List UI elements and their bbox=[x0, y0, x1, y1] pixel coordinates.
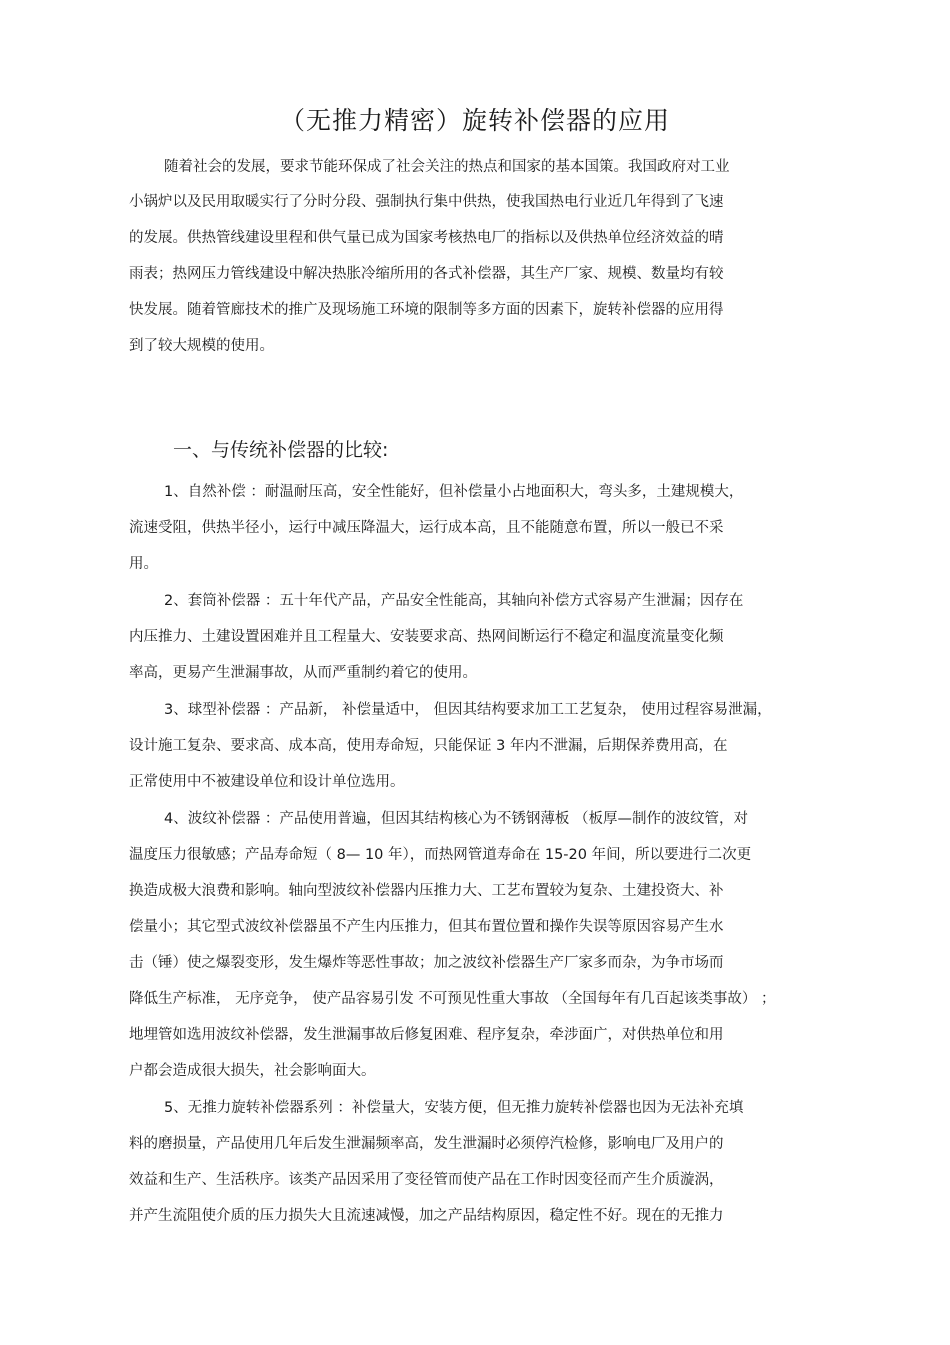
item-line: 流速受阻，供热半径小，运行中减压降温大，运行成本高，且不能随意布置，所以一般已不采 bbox=[129, 520, 724, 536]
item-line: 内压推力、土建设置困难并且工程量大、安装要求高、热网间断运行不稳定和温度流量变化频 bbox=[129, 629, 724, 645]
item-line: 户都会造成很大损失，社会影响面大。 bbox=[129, 1063, 376, 1079]
item-line: 4、波纹补偿器 ：产品使用普遍，但因其结构核心为不锈钢薄板 （板厚—制作的波纹管，对 bbox=[164, 811, 748, 827]
item-line: 并产生流阻使介质的压力损失大且流速减慢，加之产品结构原因，稳定性不好。现在的无推力 bbox=[129, 1208, 724, 1224]
intro-line: 快发展。随着管廊技术的推广及现场施工环境的限制等多方面的因素下，旋转补偿器的应用得 bbox=[129, 302, 724, 318]
item-line: 击（锤）使之爆裂变形，发生爆炸等恶性事故；加之波纹补偿器生产厂家多而杂，为争市场而 bbox=[129, 955, 724, 971]
item-line: 1、自然补偿 ：耐温耐压高，安全性能好，但补偿量小占地面积大，弯头多，土建规模大， bbox=[164, 484, 744, 500]
intro-line: 雨表；热网压力管线建设中解决热胀冷缩所用的各式补偿器，其生产厂家、规模、数量均有较 bbox=[129, 266, 724, 282]
item-line: 2、套筒补偿器 ：五十年代产品，产品安全性能高，其轴向补偿方式容易产生泄漏；因存在 bbox=[164, 593, 744, 609]
item-line: 3、球型补偿器 ：产品新， 补偿量适中， 但因其结构要求加工工艺复杂， 使用过程容易泄漏， bbox=[164, 702, 772, 718]
intro-line: 到了较大规模的使用。 bbox=[129, 338, 274, 354]
item-line: 降低生产标准， 无序竞争， 使产品容易引发 不可预见性重大事故 （全国每年有几百起该类事故） ； bbox=[129, 991, 776, 1007]
page-title: （无推力精密）旋转补偿器的应用 bbox=[279, 106, 670, 135]
item-line: 地埋管如选用波纹补偿器，发生泄漏事故后修复困难、程序复杂，牵涉面广，对供热单位和用 bbox=[129, 1027, 724, 1043]
item-line: 率高，更易产生泄漏事故，从而严重制约着它的使用。 bbox=[129, 665, 477, 681]
intro-line: 的发展。供热管线建设里程和供气量已成为国家考核热电厂的指标以及供热单位经济效益的晴 bbox=[129, 230, 724, 246]
item-line: 温度压力很敏感；产品寿命短（ 8— 10 年），而热网管道寿命在 15-20 年间，所以要进行二次更 bbox=[129, 847, 752, 863]
item-line: 用。 bbox=[129, 556, 158, 572]
item-line: 正常使用中不被建设单位和设计单位选用。 bbox=[129, 774, 405, 790]
intro-line: 小锅炉以及民用取暖实行了分时分段、强制执行集中供热，使我国热电行业近几年得到了飞速 bbox=[129, 194, 724, 210]
item-line: 设计施工复杂、要求高、成本高，使用寿命短，只能保证 3 年内不泄漏，后期保养费用高，在 bbox=[129, 738, 728, 754]
item-line: 换造成极大浪费和影响。轴向型波纹补偿器内压推力大、工艺布置较为复杂、土建投资大、补 bbox=[129, 883, 724, 899]
section-heading: 一、与传统补偿器的比较: bbox=[173, 439, 389, 461]
intro-line: 随着社会的发展，要求节能环保成了社会关注的热点和国家的基本国策。我国政府对工业 bbox=[164, 159, 730, 175]
item-line: 5、无推力旋转补偿器系列 ：补偿量大，安装方便，但无推力旋转补偿器也因为无法补充填 bbox=[164, 1100, 744, 1116]
item-line: 效益和生产、生活秩序。该类产品因采用了变径管而使产品在工作时因变径而产生介质漩涡， bbox=[129, 1172, 724, 1188]
item-line: 偿量小；其它型式波纹补偿器虽不产生内压推力，但其布置位置和操作失误等原因容易产生水 bbox=[129, 919, 724, 935]
item-line: 料的磨损量，产品使用几年后发生泄漏频率高，发生泄漏时必须停汽检修，影响电厂及用户的 bbox=[129, 1136, 724, 1152]
